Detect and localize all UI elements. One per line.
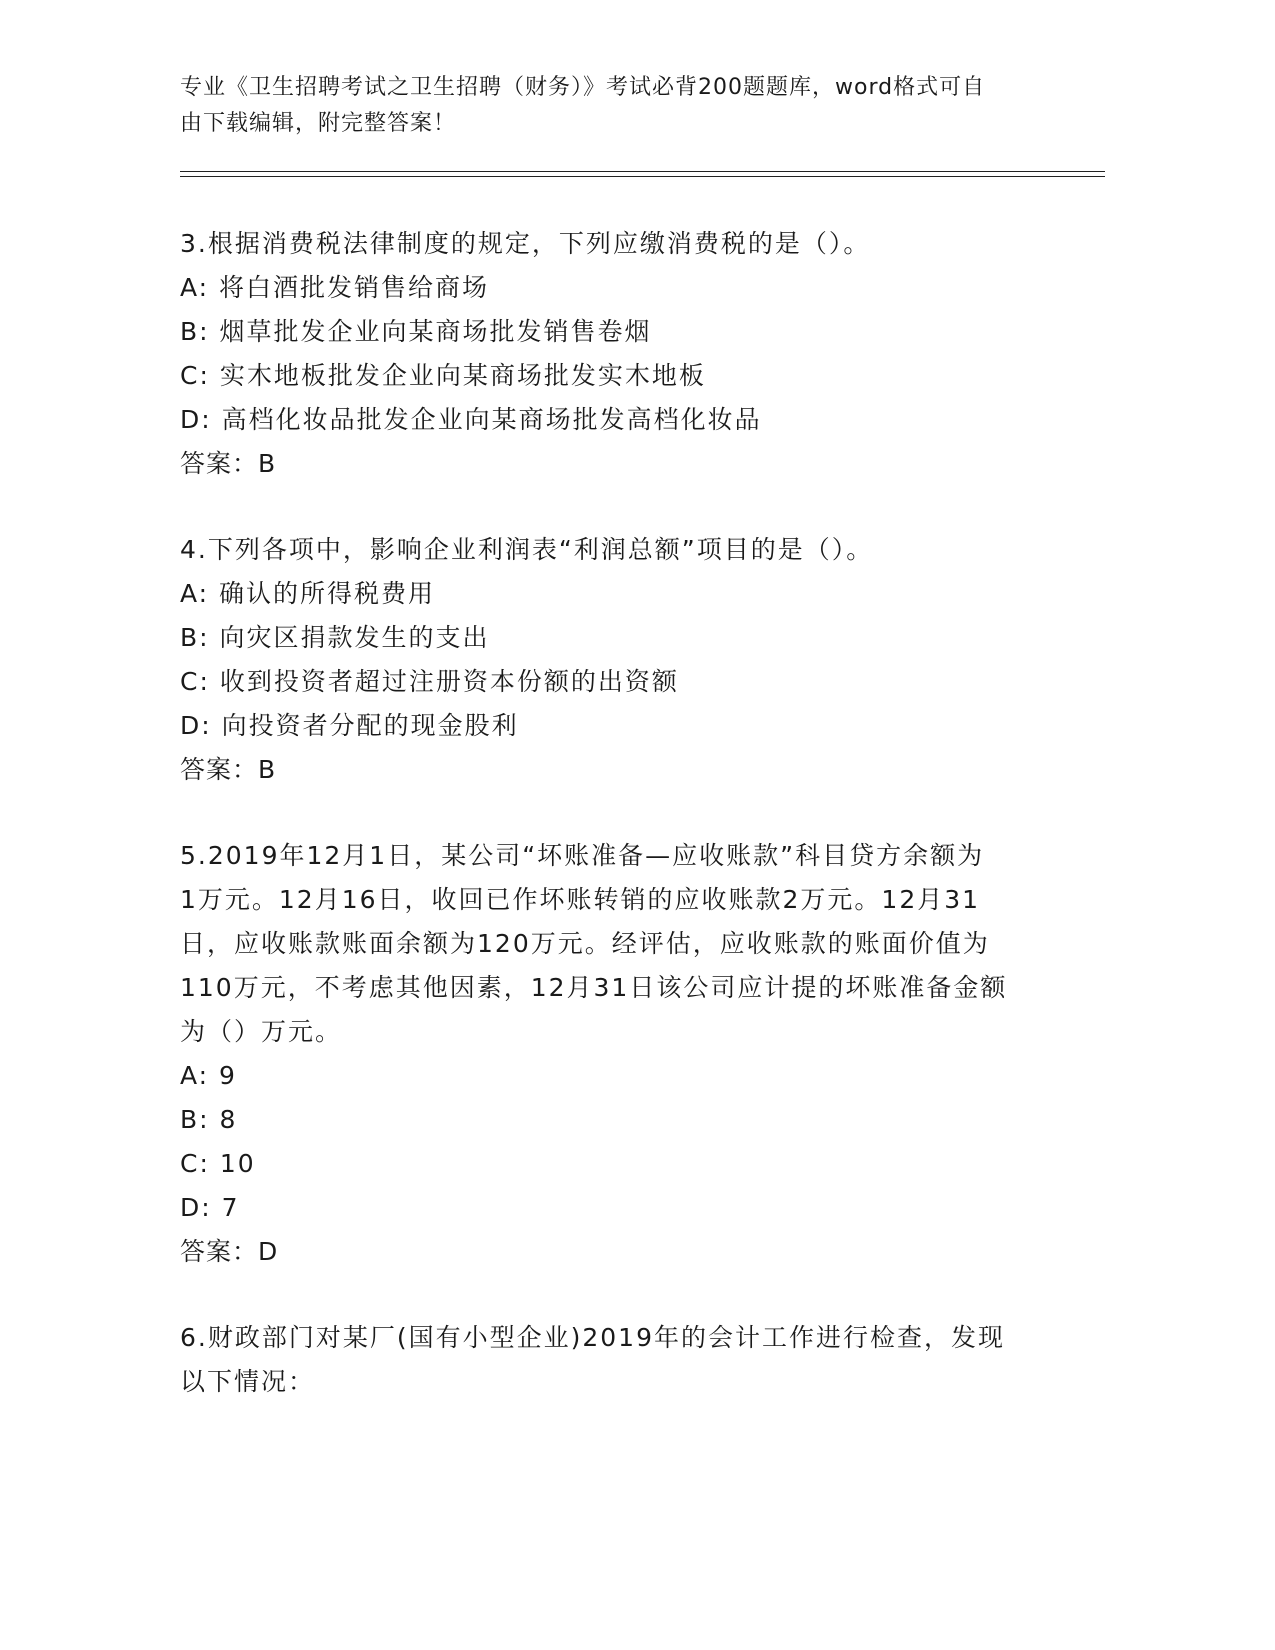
question-stem-line: 以下情况：: [180, 1367, 316, 1396]
header-line-2: 由下载编辑，附完整答案！: [180, 111, 457, 136]
spacer: [180, 486, 1060, 528]
option-b: B: 向灾区捐款发生的支出: [180, 623, 490, 652]
option-c: C: 10: [180, 1149, 256, 1178]
question-stem-line: 110万元，不考虑其他因素，12月31日该公司应计提的坏账准备金额: [180, 973, 1008, 1002]
header-divider-bottom: [180, 176, 1105, 177]
question-5: [180, 834, 1060, 1274]
spacer: [180, 792, 1060, 834]
option-c: C: 收到投资者超过注册资本份额的出资额: [180, 667, 679, 696]
option-d: D: 7: [180, 1193, 240, 1222]
option-a: A: 9: [180, 1061, 237, 1090]
header-divider-top: [180, 171, 1105, 172]
option-b: B: 8: [180, 1105, 238, 1134]
option-a: A: 将白酒批发销售给商场: [180, 273, 490, 302]
question-list: [180, 222, 1060, 1404]
header-line-1: 专业《卫生招聘考试之卫生招聘（财务）》考试必背200题题库，word格式可自: [180, 75, 986, 100]
answer-line: 答案：D: [180, 1237, 279, 1266]
option-c: C: 实木地板批发企业向某商场批发实木地板: [180, 361, 706, 390]
question-stem: 3.根据消费税法律制度的规定，下列应缴消费税的是（）。: [180, 229, 871, 258]
answer-line: 答案：B: [180, 449, 277, 478]
question-stem-line: 为（）万元。: [180, 1017, 343, 1046]
answer-line: 答案：B: [180, 755, 277, 784]
question-3: [180, 222, 1060, 486]
option-d: D: 高档化妆品批发企业向某商场批发高档化妆品: [180, 405, 762, 434]
question-stem-line: 日，应收账款账面余额为120万元。经评估，应收账款的账面价值为: [180, 929, 990, 958]
option-a: A: 确认的所得税费用: [180, 579, 436, 608]
option-b: B: 烟草批发企业向某商场批发销售卷烟: [180, 317, 652, 346]
question-4: [180, 528, 1060, 792]
spacer: [180, 1274, 1060, 1316]
question-stem-line: 6.财政部门对某厂(国有小型企业)2019年的会计工作进行检查，发现: [180, 1323, 1005, 1352]
question-stem-line: 1万元。12月16日，收回已作坏账转销的应收账款2万元。12月31: [180, 885, 981, 914]
question-6: [180, 1316, 1060, 1404]
document-header: [180, 70, 1060, 142]
question-stem-line: 5.2019年12月1日，某公司“坏账准备—应收账款”科目贷方余额为: [180, 841, 985, 870]
question-stem: 4.下列各项中，影响企业利润表“利润总额”项目的是（）。: [180, 535, 874, 564]
option-d: D: 向投资者分配的现金股利: [180, 711, 519, 740]
